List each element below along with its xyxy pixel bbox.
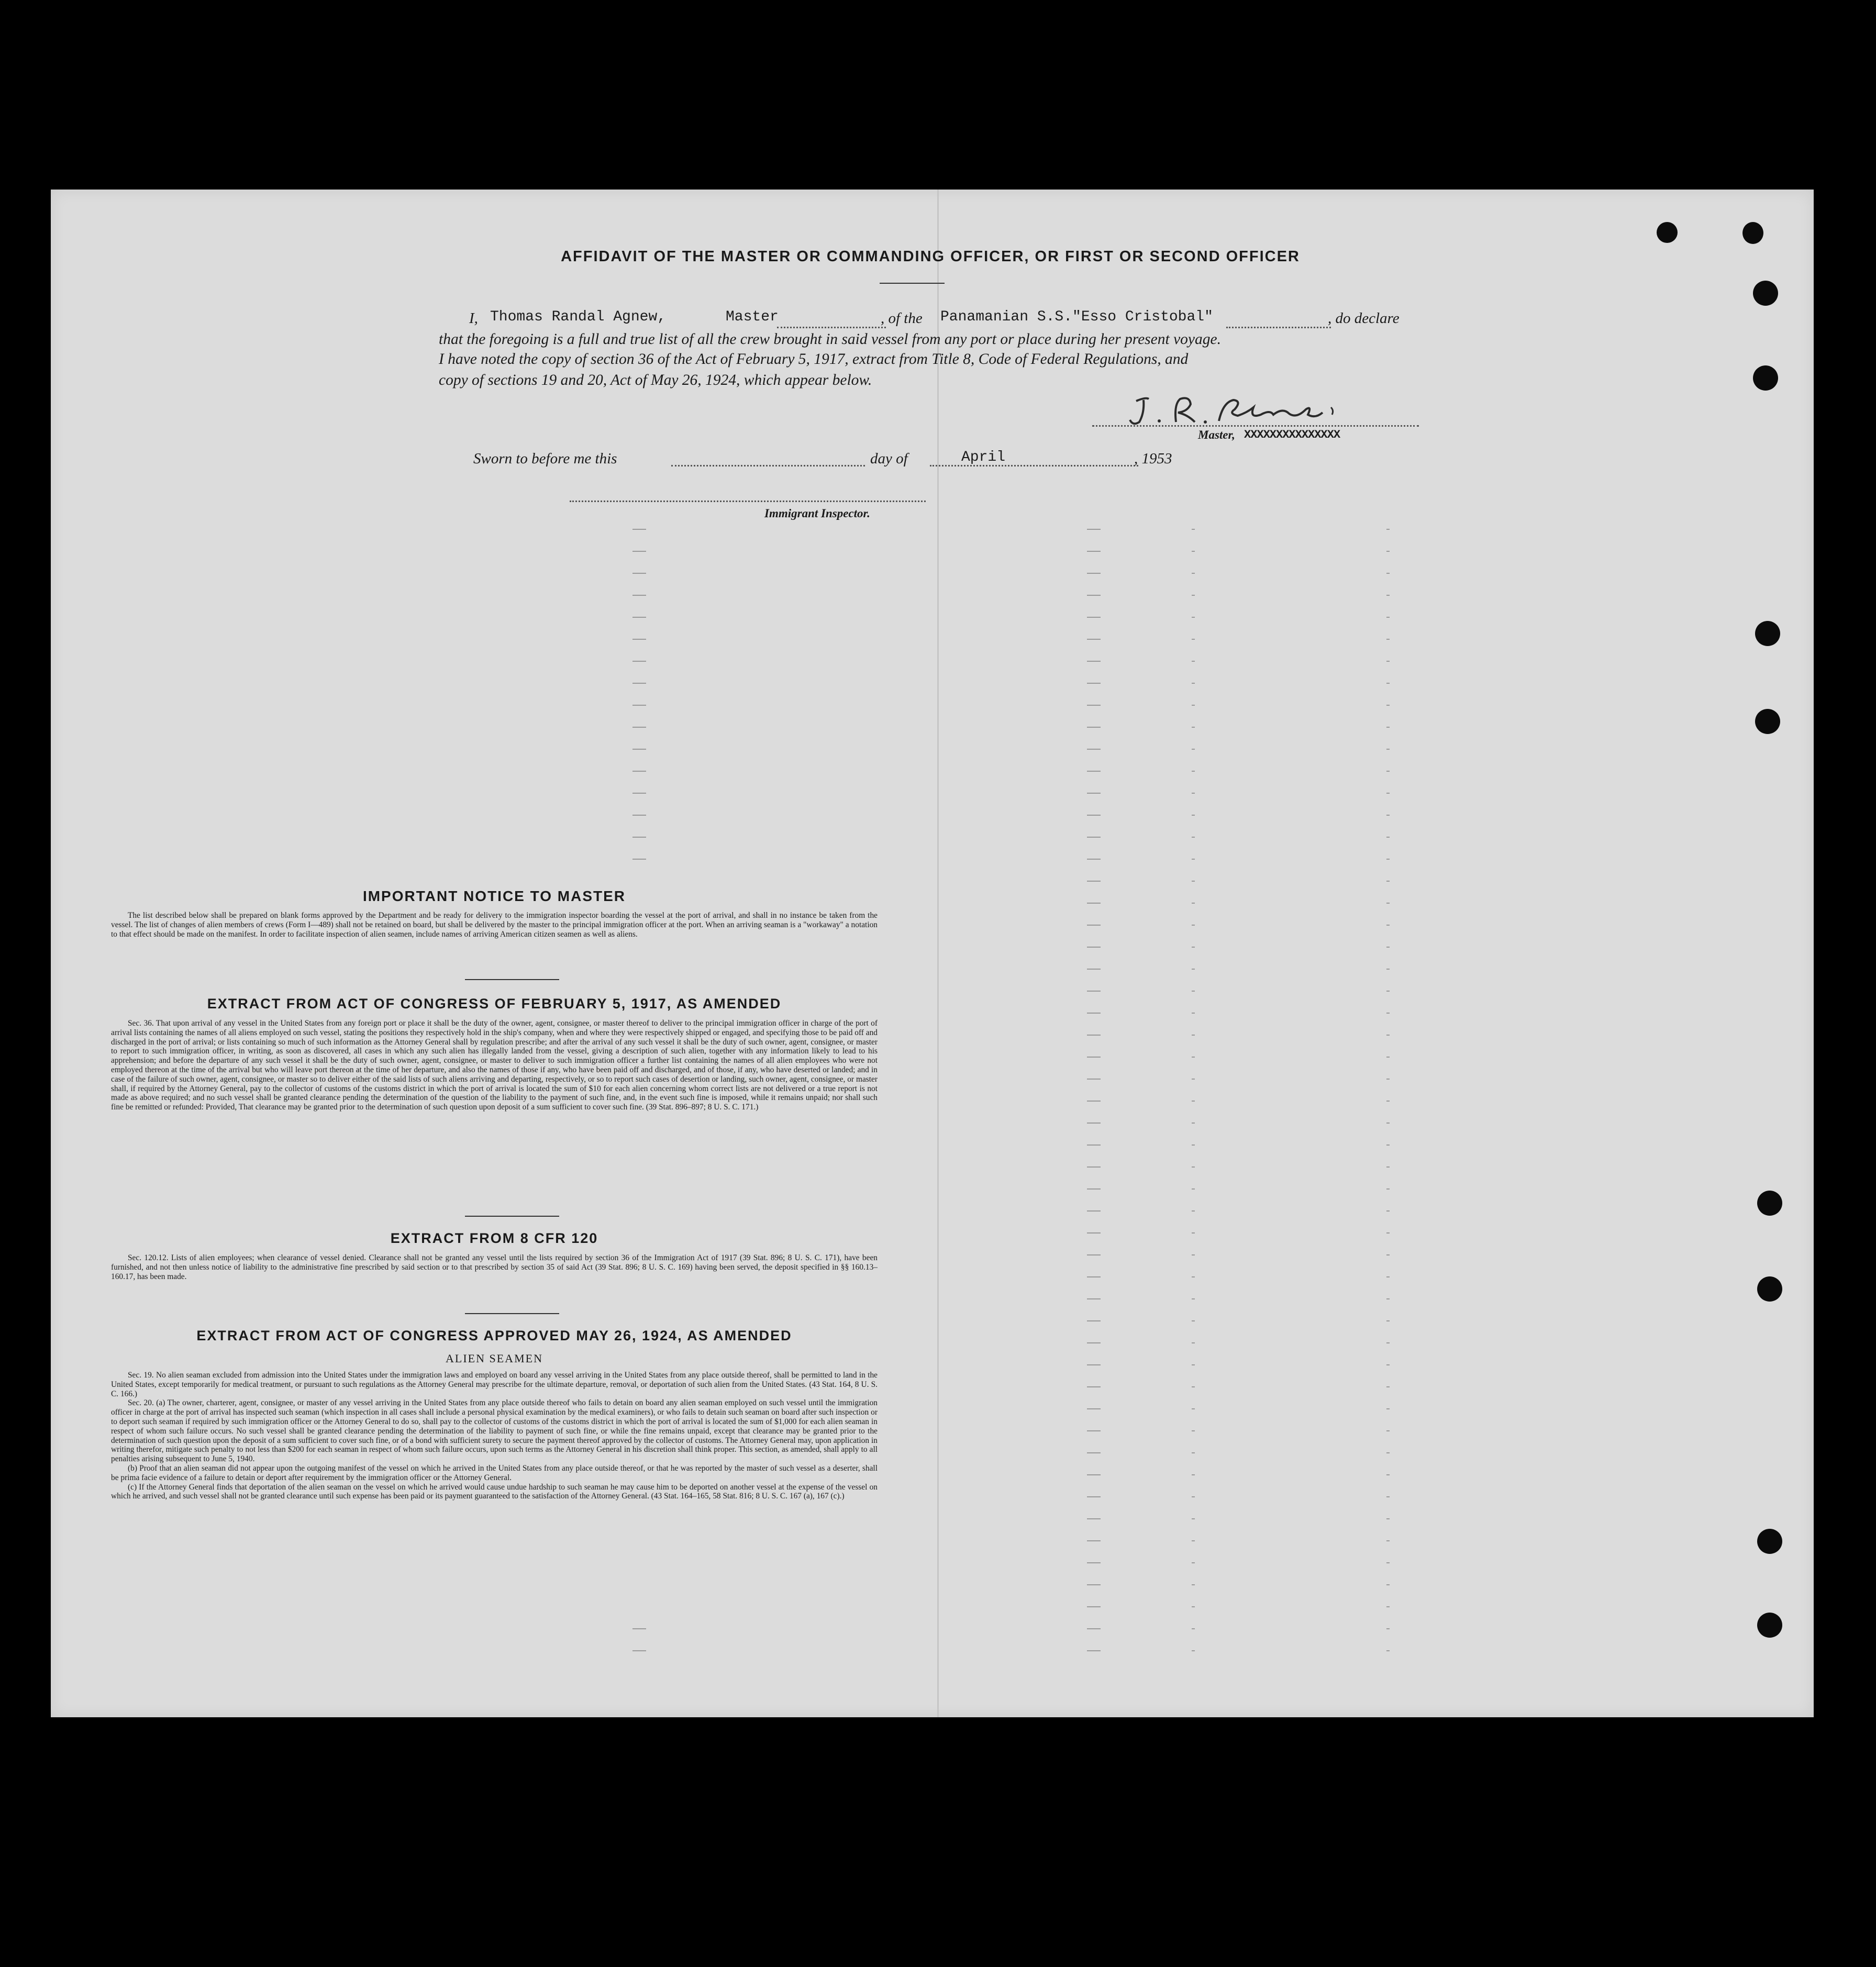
ruled-dash	[632, 1650, 646, 1651]
ruled-dash	[1192, 529, 1195, 530]
ruled-dash	[1087, 1013, 1101, 1014]
affidavit-line-2: that the foregoing is a full and true list of all the crew brought in said vessel from any port or place during her present voyage.	[439, 331, 1221, 348]
ruled-dash	[632, 595, 646, 596]
ruled-dash	[1192, 1430, 1195, 1431]
ruled-dash	[1386, 551, 1390, 552]
ruled-dash	[1087, 947, 1101, 948]
ruled-dash	[1087, 1628, 1101, 1629]
ruled-dash	[1386, 771, 1390, 772]
punch-hole-icon	[1755, 621, 1780, 646]
ruled-dash	[1386, 1232, 1390, 1233]
ruled-dash	[1192, 837, 1195, 838]
notice-rule	[465, 979, 559, 980]
ruled-dash	[1192, 1342, 1195, 1343]
ruled-dash	[1192, 903, 1195, 904]
ruled-dash	[1192, 749, 1195, 750]
punch-hole-icon	[1742, 222, 1763, 244]
ruled-dash	[1386, 1650, 1390, 1651]
ruled-dash	[632, 705, 646, 706]
ruled-dash	[1192, 661, 1195, 662]
ruled-dash	[1087, 1079, 1101, 1080]
ruled-dash	[1087, 617, 1101, 618]
punch-hole-icon	[1753, 281, 1778, 306]
ruled-dash	[632, 793, 646, 794]
ruled-dash	[1192, 1144, 1195, 1146]
ruled-dash	[1386, 749, 1390, 750]
ruled-dash	[1087, 1144, 1101, 1146]
ruled-dash	[1192, 617, 1195, 618]
ruled-dash	[1087, 925, 1101, 926]
ruled-dash	[632, 617, 646, 618]
signature-icon	[1126, 392, 1356, 428]
ruled-dash	[1386, 1254, 1390, 1255]
ruled-dash	[1192, 727, 1195, 728]
ruled-dash	[1087, 1298, 1101, 1299]
ruled-dash	[1386, 595, 1390, 596]
ruled-dash	[1386, 1101, 1390, 1102]
extract-1924-title: EXTRACT FROM ACT OF CONGRESS APPROVED MAY 26, 1924, AS AMENDED	[196, 1328, 792, 1343]
sec-20a-paragraph: Sec. 20. (a) The owner, charterer, agent, consignee, or master of any vessel arriving in the United States from any place outside thereof who fails to detain on board any alien seaman employed on such vessel until the immigration officer in charge at the port of arrival has inspected such seaman (which inspection in all cases shall include a personal physical examination by the medical examiners), or who fails to detain such seaman on board after such inspection or to deport such seaman if required by such immigration officer or the Attorney General to do so, shall pay to the collector of customs of the customs district in which the port of arrival is located the sum of $1,000 for each alien seaman in respect of whom such failure occurs. No such vessel shall be granted clearance pending the determination of the liability to payment of such fine, or while the fine remains unpaid, except that clearance may be granted prior to the determination of such question upon the deposit of a sum sufficient to cover such fine, or of a bond with sufficient surety to secure the payment thereof approved by the collector of customs. The Attorney General may, upon application in writing therefor, mitigate such penalty to not less than $200 for each seaman in respect of whom such failure occurs, upon such terms as the Attorney General in his discretion shall think proper. This section, as amended, shall apply to all penalties arising subsequent to June 5, 1940.	[111, 1398, 878, 1464]
ruled-dash	[1087, 529, 1101, 530]
ruled-dash	[1192, 771, 1195, 772]
ruled-dash	[1087, 903, 1101, 904]
ruled-dash	[1087, 793, 1101, 794]
ruled-dash	[1087, 1408, 1101, 1409]
ruled-dash	[1192, 1628, 1195, 1629]
ruled-dash	[1386, 1562, 1390, 1563]
notice-body	[111, 911, 878, 939]
ruled-dash	[1087, 1342, 1101, 1343]
ruled-dash	[1192, 1166, 1195, 1168]
affidavit-line-4: copy of sections 19 and 20, Act of May 26, 1924, which appear below.	[439, 372, 872, 388]
ruled-dash	[1087, 683, 1101, 684]
ruled-dash	[1087, 1474, 1101, 1475]
ruled-dash	[1087, 1057, 1101, 1058]
ruled-dash	[1386, 1628, 1390, 1629]
ruled-dash	[1192, 947, 1195, 948]
ruled-dash	[1192, 1123, 1195, 1124]
ruled-dash	[1386, 1057, 1390, 1058]
ruled-dash	[1192, 1474, 1195, 1475]
struck-title-text: XXXXXXXXXXXXXXX	[1244, 428, 1340, 441]
ruled-dash	[1192, 1298, 1195, 1299]
punch-hole-icon	[1757, 1613, 1782, 1638]
ruled-dash	[1087, 1254, 1101, 1255]
sworn-month-field: April	[961, 449, 1006, 465]
ruled-dash	[632, 529, 646, 530]
extract-1917-rule	[465, 1216, 559, 1217]
ruled-dash	[1087, 1606, 1101, 1607]
ruled-dash	[1386, 661, 1390, 662]
ruled-dash	[1087, 1123, 1101, 1124]
ruled-dash	[1087, 1584, 1101, 1585]
ruled-dash	[1386, 925, 1390, 926]
ruled-dash	[1386, 991, 1390, 992]
ruled-dash	[1087, 859, 1101, 860]
ruled-dash	[1192, 1408, 1195, 1409]
punch-hole-icon	[1757, 1276, 1782, 1302]
ruled-dash	[1087, 705, 1101, 706]
ruled-dash	[1192, 595, 1195, 596]
ruled-dash	[1087, 1562, 1101, 1563]
ruled-dash	[1087, 881, 1101, 882]
ruled-dash	[1192, 1101, 1195, 1102]
ruled-dash	[1087, 771, 1101, 772]
ruled-dash	[1386, 529, 1390, 530]
ruled-dash	[1386, 1452, 1390, 1453]
extract-1917-body	[111, 1019, 878, 1112]
ruled-dash	[632, 661, 646, 662]
ruled-dash	[1087, 1232, 1101, 1233]
ruled-dash	[1192, 1562, 1195, 1563]
ruled-dash	[1087, 1101, 1101, 1102]
ruled-dash	[1192, 1320, 1195, 1321]
ruled-dash	[1192, 1452, 1195, 1453]
ruled-dash	[1192, 969, 1195, 970]
ruled-dash	[1386, 1430, 1390, 1431]
master-label: Master,	[1198, 428, 1235, 441]
master-rank-field: Master	[726, 309, 779, 325]
punch-hole-icon	[1657, 222, 1678, 243]
ruled-dash	[1087, 1364, 1101, 1365]
ruled-dash	[1087, 1188, 1101, 1190]
ruled-dash	[1192, 1496, 1195, 1497]
extract-cfr-rule	[465, 1313, 559, 1314]
ruled-dash	[1386, 1210, 1390, 1212]
ruled-dash	[1386, 1342, 1390, 1343]
ruled-dash	[632, 573, 646, 574]
title-rule	[880, 283, 945, 284]
ruled-dash	[1087, 1650, 1101, 1651]
affidavit-do-declare: , do declare	[1328, 310, 1400, 327]
day-of-label: day of	[870, 450, 908, 467]
ruled-dash	[1192, 881, 1195, 882]
punch-hole-icon	[1755, 709, 1780, 734]
ruled-dash	[1386, 1540, 1390, 1541]
ruled-dash	[1386, 881, 1390, 882]
ruled-dash	[1087, 1496, 1101, 1497]
notice-title: IMPORTANT NOTICE TO MASTER	[362, 888, 626, 904]
ruled-dash	[1192, 1210, 1195, 1212]
ruled-dash	[1192, 1540, 1195, 1541]
ruled-dash	[1192, 793, 1195, 794]
ruled-dash	[1192, 1013, 1195, 1014]
ruled-dash	[1192, 639, 1195, 640]
ruled-dash	[1192, 1606, 1195, 1607]
rank-dotted-line	[777, 327, 886, 328]
ruled-dash	[1087, 1540, 1101, 1541]
ruled-dash	[1386, 1166, 1390, 1168]
ruled-dash	[1386, 573, 1390, 574]
vessel-dotted-line	[1226, 327, 1331, 328]
notice-paragraph: The list described below shall be prepared on blank forms approved by the Department and be ready for delivery to the immigration inspector boarding the vessel at the port of arrival, and shall in no instance be taken from the vessel. The list of changes of alien members of crews (Form I—489) shall not be retained on board, but shall be delivered by the master to the principal immigration officer at the port. When an arriving seaman is a "workaway" a notation to that effect should be made on the manifest. In order to facilitate inspection of alien seamen, include names of arriving American citizen seamen as well as aliens.	[111, 911, 878, 939]
sec-120-paragraph: Sec. 120.12. Lists of alien employees; when clearance of vessel denied. Clearance shall not be granted any vessel until the lists required by section 36 of the Immigration Act of 1917 (39 Stat. 896; 8 U. S. C. 171), have been furnished, and not then unless notice of liability to the administrative fine prescribed by said section or to that prescribed by section 35 of said Act (39 Stat. 896; 8 U. S. C. 169) having been served, the deposit specified in §§ 160.13–160.17, has been made.	[111, 1253, 878, 1281]
ruled-dash	[1386, 1408, 1390, 1409]
ruled-dash	[1087, 1166, 1101, 1168]
ruled-dash	[1087, 1276, 1101, 1277]
ruled-dash	[1087, 1386, 1101, 1387]
ruled-dash	[1087, 1035, 1101, 1036]
sworn-day-dotted-line	[671, 465, 865, 466]
ruled-dash	[1192, 705, 1195, 706]
ruled-dash	[1087, 1210, 1101, 1212]
ruled-dash	[1386, 1079, 1390, 1080]
ruled-dash	[1087, 1452, 1101, 1453]
ruled-dash	[1087, 595, 1101, 596]
ruled-dash	[1386, 903, 1390, 904]
ruled-dash	[1192, 1035, 1195, 1036]
ruled-dash	[1192, 815, 1195, 816]
ruled-dash	[1192, 1584, 1195, 1585]
ruled-dash	[1087, 661, 1101, 662]
ruled-dash	[1192, 551, 1195, 552]
sec-36-paragraph: Sec. 36. That upon arrival of any vessel in the United States from any foreign port or place it shall be the duty of the owner, agent, consignee, or master thereof to deliver to the principal immigration officer in charge of the port of arrival lists containing the names of all aliens employed on such vessel, stating the positions they respectively hold in the ship's company, when and where they were respectively shipped or engaged, and specifying those to be paid off and discharged in the port of arrival; or lists containing so much of such information as the Attorney General shall by regulation prescribe; and after the arrival of any such vessel it shall be the duty of such owner, agent, consignee, or master to report to such immigration officer, in writing, as soon as discovered, all cases in which any such alien has illegally landed from the vessel, giving a description of such alien, together with any information likely to lead to his apprehension; and before the departure of any such vessel it shall be the duty of such owner, agent, consignee, or master to deliver to such immigration officer a further list containing the names of all alien employees who were not employed thereon at the time of the arrival but who will leave port thereon at the time of her departure, and also the names of those if any, who have been paid off and discharged, and of those, if any, who have deserted or landed; and in case of the failure of such owner, agent, consignee, or master so to deliver either of the said lists of such aliens arriving and departing, respectively, or so to report such cases of desertion or landing, such owner, agent, consignee, or master shall, if required by the Attorney General, pay to the collector of customs of the customs district in which the port of arrival is located the sum of $10 for each alien concerning whom correct lists are not delivered or a true report is not made as above required; and no such vessel shall be granted clearance pending the determination of the question of the liability to the payment of such fine, and, in the event such fine is imposed, while it remains unpaid; nor shall such fine be remitted or refunded: Provided, That clearance may be granted prior to the determination of such question upon deposit of a sum sufficient to cover such fine. (39 Stat. 896–897; 8 U. S. C. 171.)	[111, 1019, 878, 1112]
sec-20b-paragraph: (b) Proof that an alien seaman did not appear upon the outgoing manifest of the vessel on which he arrived in the United States from any place outside thereof, or that he was reported by the master of such vessel as a deserter, shall be prima facie evidence of a failure to detain or deport after requirement by the immigration officer or the Attorney General.	[111, 1463, 878, 1482]
sec-19-paragraph: Sec. 19. No alien seaman excluded from admission into the United States under the immigration laws and employed on board any vessel arriving in the United States from any place outside thereof, shall be permitted to land in the United States, except temporarily for medical treatment, or pursuant to such regulations as the Attorney General may prescribe for the ultimate departure, removal, or deportation of such alien from the United States. (43 Stat. 164, 8 U. S. C. 166.)	[111, 1371, 878, 1398]
extract-1924-body	[111, 1371, 878, 1501]
ruled-dash	[1386, 947, 1390, 948]
punch-hole-icon	[1757, 1529, 1782, 1554]
ruled-dash	[1386, 1364, 1390, 1365]
ruled-dash	[1087, 1320, 1101, 1321]
ruled-dash	[1386, 837, 1390, 838]
ruled-dash	[632, 859, 646, 860]
ruled-dash	[1386, 705, 1390, 706]
ruled-dash	[1192, 1232, 1195, 1233]
page-fold	[937, 190, 939, 1717]
affidavit-title: AFFIDAVIT OF THE MASTER OR COMMANDING OFFICER, OR FIRST OR SECOND OFFICER	[561, 248, 1300, 265]
ruled-dash	[1386, 1123, 1390, 1124]
sec-20c-paragraph: (c) If the Attorney General finds that deportation of the alien seaman on the vessel on which he arrived would cause undue hardship to such seaman he may cause him to be deported on another vessel at the expense of the vessel on which he arrived, and such vessel shall not be granted clearance until such expense has been paid or its payment guaranteed to the satisfaction of the Attorney General. (43 Stat. 164–165, 58 Stat. 816; 8 U. S. C. 167 (a), 167 (c).)	[111, 1482, 878, 1501]
ruled-dash	[1192, 925, 1195, 926]
ruled-dash	[1386, 859, 1390, 860]
ruled-dash	[1087, 727, 1101, 728]
punch-hole-icon	[1753, 365, 1778, 391]
ruled-dash	[632, 749, 646, 750]
vessel-name-field: Panamanian S.S."Esso Cristobal"	[940, 309, 1213, 325]
ruled-dash	[1386, 639, 1390, 640]
ruled-dash	[1087, 1518, 1101, 1519]
ruled-dash	[1386, 1606, 1390, 1607]
ruled-dash	[1192, 1188, 1195, 1190]
ruled-dash	[632, 1628, 646, 1629]
alien-seamen-subtitle: ALIEN SEAMEN	[446, 1352, 543, 1365]
ruled-dash	[1386, 1584, 1390, 1585]
signature-dotted-line	[1092, 425, 1419, 427]
ruled-dash	[1192, 1518, 1195, 1519]
ruled-dash	[1386, 1320, 1390, 1321]
ruled-dash	[1087, 969, 1101, 970]
ruled-dash	[1386, 1276, 1390, 1277]
ruled-dash	[1192, 1386, 1195, 1387]
ruled-dash	[1386, 793, 1390, 794]
ruled-dash	[1087, 815, 1101, 816]
inspector-dotted-line	[570, 501, 926, 502]
affidavit-line-3: I have noted the copy of section 36 of the Act of February 5, 1917, extract from Title 8, Code of Federal Regulations, and	[439, 351, 1189, 368]
ruled-dash	[1087, 639, 1101, 640]
sworn-label: Sworn to before me this	[473, 450, 617, 467]
punch-hole-icon	[1757, 1191, 1782, 1216]
extract-cfr-title: EXTRACT FROM 8 CFR 120	[390, 1230, 598, 1246]
ruled-dash	[1087, 749, 1101, 750]
ruled-dash	[1386, 815, 1390, 816]
ruled-dash	[1386, 1144, 1390, 1146]
inspector-label: Immigrant Inspector.	[764, 507, 870, 520]
ruled-dash	[1386, 617, 1390, 618]
ruled-dash	[1192, 1364, 1195, 1365]
ruled-dash	[1192, 1057, 1195, 1058]
ruled-dash	[1386, 1496, 1390, 1497]
ruled-dash	[632, 837, 646, 838]
ruled-dash	[1192, 1254, 1195, 1255]
ruled-dash	[1386, 1013, 1390, 1014]
ruled-dash	[632, 639, 646, 640]
ruled-dash	[1087, 1430, 1101, 1431]
ruled-dash	[1386, 1188, 1390, 1190]
ruled-dash	[1087, 573, 1101, 574]
ruled-dash	[1386, 1035, 1390, 1036]
ruled-dash	[1386, 969, 1390, 970]
ruled-dash	[1087, 991, 1101, 992]
ruled-dash	[1386, 727, 1390, 728]
ruled-dash	[632, 771, 646, 772]
ruled-dash	[1386, 1518, 1390, 1519]
ruled-dash	[1192, 1650, 1195, 1651]
ruled-dash	[632, 683, 646, 684]
ruled-dash	[632, 551, 646, 552]
ruled-dash	[1192, 1276, 1195, 1277]
ruled-dash	[1386, 1386, 1390, 1387]
ruled-dash	[632, 815, 646, 816]
ruled-dash	[1087, 551, 1101, 552]
ruled-dash	[1386, 1298, 1390, 1299]
extract-cfr-body	[111, 1253, 878, 1281]
affidavit-of-the: , of the	[881, 310, 923, 327]
ruled-dash	[1386, 1474, 1390, 1475]
ruled-dash	[1192, 991, 1195, 992]
master-name-field: Thomas Randal Agnew,	[490, 309, 667, 325]
ruled-dash	[1087, 837, 1101, 838]
ruled-dash	[1386, 683, 1390, 684]
ruled-dash	[632, 727, 646, 728]
affidavit-pre-name: I,	[469, 310, 478, 327]
sworn-year: , 1953	[1134, 450, 1172, 467]
ruled-dash	[1192, 683, 1195, 684]
ruled-dash	[1192, 859, 1195, 860]
ruled-dash	[1192, 573, 1195, 574]
extract-1917-title: EXTRACT FROM ACT OF CONGRESS OF FEBRUARY 5, 1917, AS AMENDED	[207, 996, 782, 1012]
ruled-dash	[1192, 1079, 1195, 1080]
